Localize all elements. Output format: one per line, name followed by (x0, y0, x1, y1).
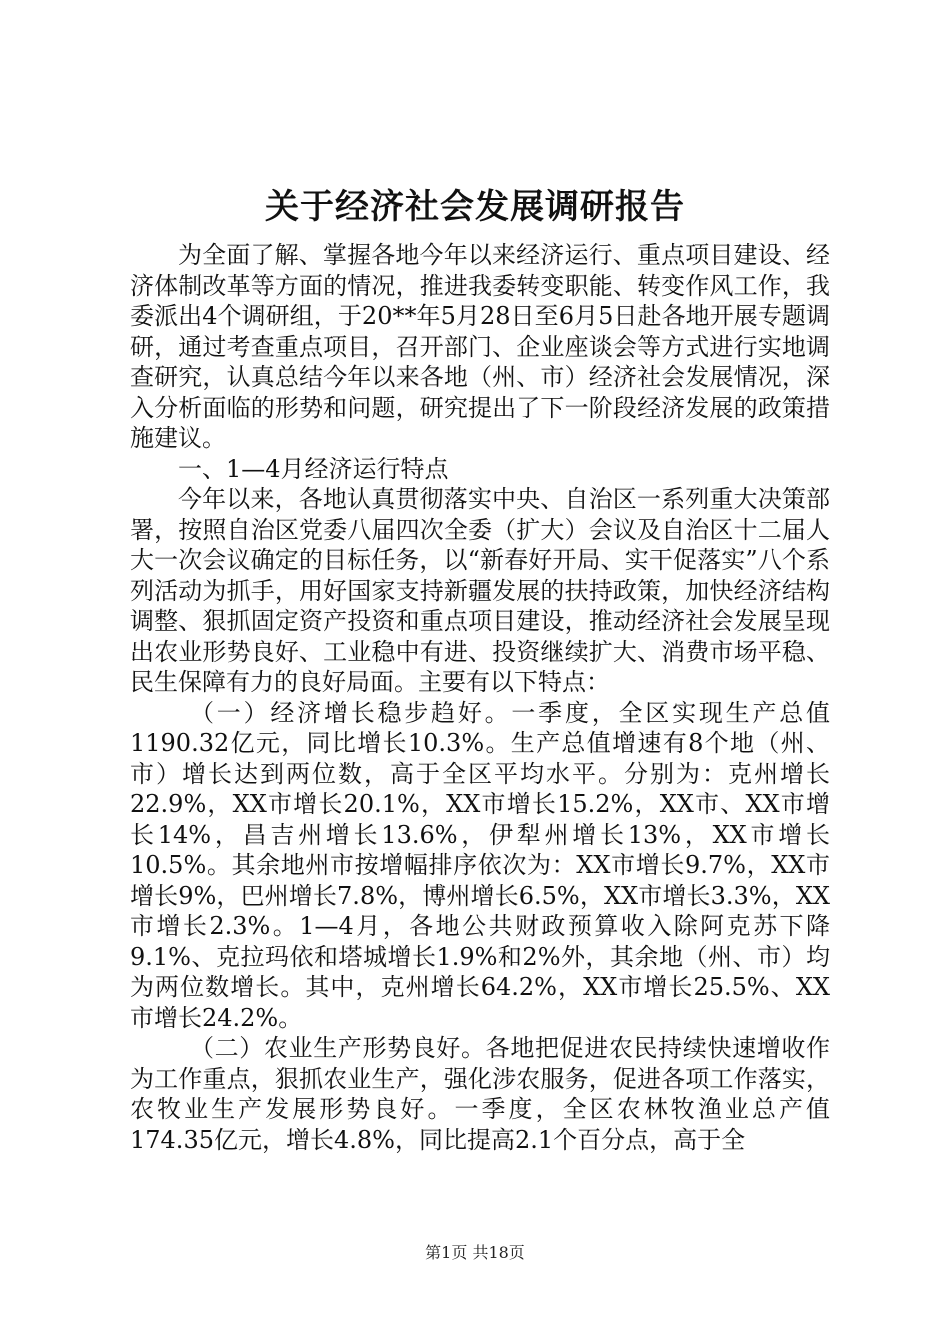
intro-paragraph: 为全面了解、掌握各地今年以来经济运行、重点项目建设、经济体制改革等方面的情况，推进我委转变职能、转变作风工作，我委派出4个调研组，于20**年5月28日至6月5日赴各地开展专题调研，通过考查重点项目，召开部门、企业座谈会等方式进行实地调查研究，认真总结今年以来各地（州、市）经济社会发展情况，深入分析面临的形势和问题，研究提出了下一阶段经济发展的政策措施建议。 (130, 241, 830, 452)
overview-paragraph: 今年以来，各地认真贯彻落实中央、自治区一系列重大决策部署，按照自治区党委八届四次全委（扩大）会议及自治区十二届人大一次会议确定的目标任务，以“新春好开局、实干促落实”八个系列活动为抓手，用好国家支持新疆发展的扶持政策，加快经济结构调整、狠抓固定资产投资和重点项目建设，推动经济社会发展呈现出农业形势良好、工业稳中有进、投资继续扩大、消费市场平稳、民生保障有力的良好局面。主要有以下特点： (130, 485, 830, 696)
agriculture-paragraph: （二）农业生产形势良好。各地把促进农民持续快速增收作为工作重点，狠抓农业生产，强化涉农服务，促进各项工作落实，农牧业生产发展形势良好。一季度，全区农林牧渔业总产值174.35亿元，增长4.8%，同比提高2.1个百分点，高于全 (130, 1034, 830, 1154)
page-footer: 第1页 共18页 (425, 1243, 525, 1262)
section-heading: 一、1—4月经济运行特点 (178, 454, 449, 483)
economic-growth-paragraph: （一）经济增长稳步趋好。一季度，全区实现生产总值1190.32亿元，同比增长10.3%。生产总值增速有8个地（州、市）增长达到两位数，高于全区平均水平。分别为：克州增长22.9%，XX市增长20.1%，XX市增长15.2%，XX市、XX市增长14%，昌吉州增长13.6%，伊犁州增长13%，XX市增长10.5%。其余地州市按增幅排序依次为：XX市增长9.7%，XX市增长9%，巴州增长7.8%，博州增长6.5%，XX市增长3.3%，XX市增长2.3%。1—4月，各地公共财政预算收入除阿克苏下降9.1%、克拉玛依和塔城增长1.9%和2%外，其余地（州、市）均为两位数增长。其中，克州增长64.2%，XX市增长25.5%、XX市增长24.2%。 (130, 698, 830, 1032)
document-title: 关于经济社会发展调研报告 (265, 187, 685, 227)
document-body (130, 240, 830, 1155)
